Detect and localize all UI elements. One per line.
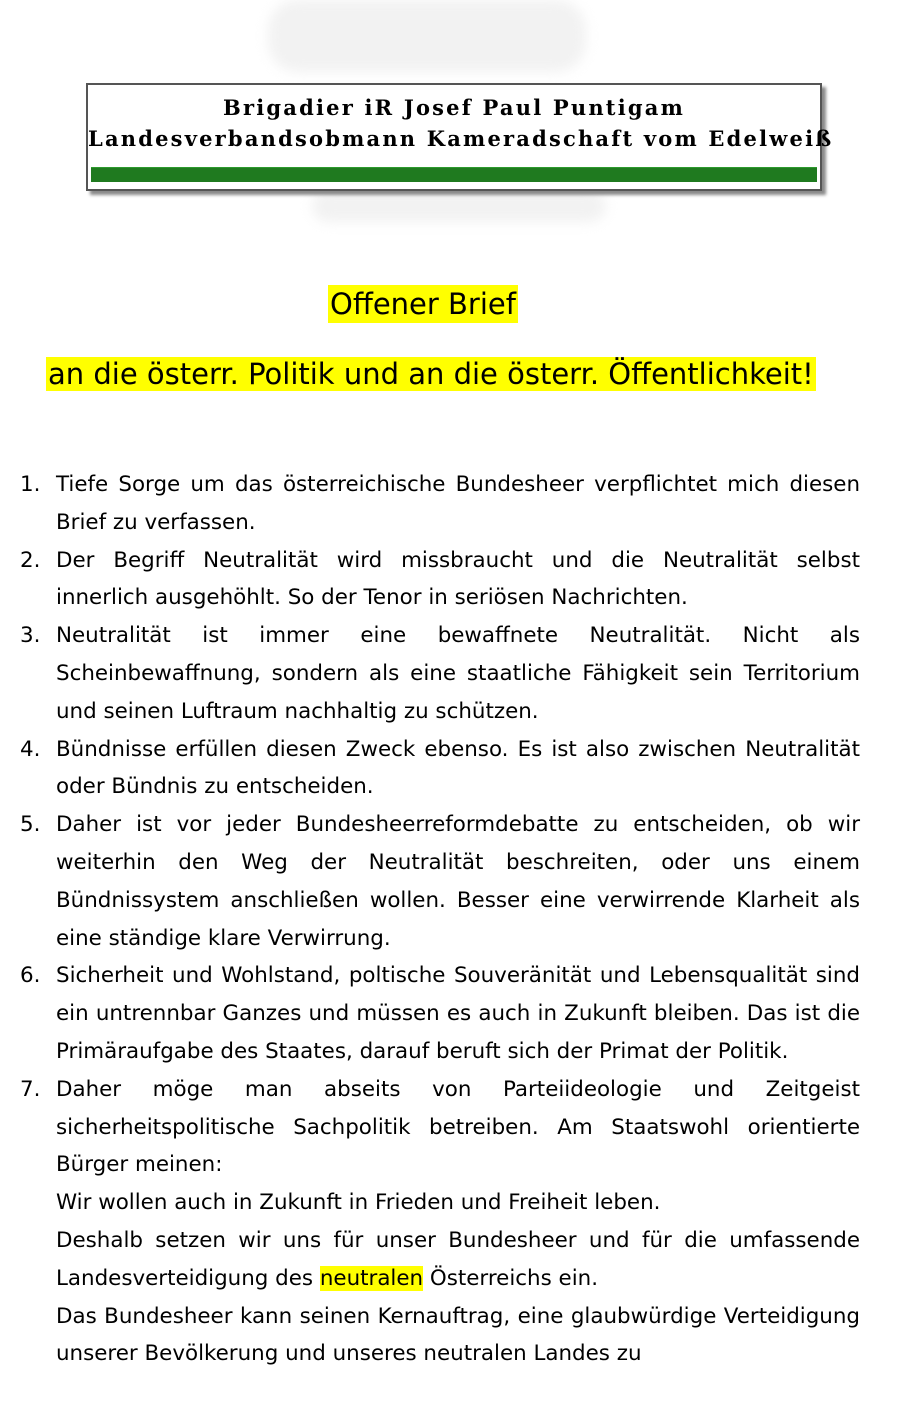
background-shade-bottom	[312, 190, 606, 222]
list-item-number: 2.	[20, 547, 41, 573]
point-7-support-after: Österreichs ein.	[429, 1265, 599, 1291]
list-item	[20, 806, 860, 957]
title-line-1	[0, 285, 900, 323]
list-item-number: 1.	[20, 472, 41, 497]
list-item	[20, 617, 860, 730]
list-item-text: Daher möge man abseits von Parteiideologie und Zeitgeist sicherheitspolitische Sachpolitik betreiben. Am Staatswohl orientierte Bürger meinen:	[56, 1076, 860, 1178]
list-item-number: 7.	[20, 1076, 41, 1102]
point-7-support-before: Deshalb setzen wir uns für unser Bundesheer und für die umfassende Landesverteidigung des	[56, 1227, 860, 1291]
point-7-peace-statement: Wir wollen auch in Zukunft in Frieden und Freiheit leben.	[56, 1190, 661, 1216]
title-line-2	[46, 355, 816, 393]
list-item-number: 6.	[20, 963, 41, 989]
list-item	[20, 1071, 860, 1373]
highlight-neutral: neutralen	[319, 1265, 424, 1291]
letterhead-box	[86, 83, 834, 191]
points-list	[20, 466, 860, 1373]
list-item-text: Daher ist vor jeder Bundesheerreformdebatte zu entscheiden, ob wir weiterhin den Weg der Neutralität beschreiten, oder uns einem Bündnissystem anschließen wollen. Besser eine verwirrende Klarheit als eine ständige klare Verwirrung.	[56, 812, 860, 951]
list-item	[20, 957, 860, 1070]
list-item-text: Sicherheit und Wohlstand, poltische Souveränität und Lebensqualität sind ein untrennbar Ganzes und müssen es auch in Zukunft bleiben. Das ist die Primäraufgabe des Staates, darauf beruft sich der Primat der Politik.	[56, 963, 860, 1064]
list-item	[20, 466, 860, 542]
letterhead-green-bar	[91, 167, 817, 182]
list-item	[20, 542, 860, 618]
point-7-mission-statement: Das Bundesheer kann seinen Kernauftrag, eine glaubwürdige Verteidigung unserer Bevölkerung und unseres neutralen Landes zu	[56, 1303, 860, 1367]
point-7-support-statement	[56, 1222, 860, 1298]
list-item	[20, 731, 860, 807]
list-item-number: 3.	[20, 623, 41, 649]
list-item-text: Tiefe Sorge um das österreichische Bundesheer verpflichtet mich diesen Brief zu verfassen.	[56, 472, 860, 535]
list-item-number: 4.	[20, 736, 41, 762]
title-open-letter: Offener Brief	[330, 287, 516, 321]
letterhead-role: Landesverbandsobmann Kameradschaft vom Edelweiß	[88, 126, 834, 151]
list-item-text: Neutralität ist immer eine bewaffnete Neutralität. Nicht als Scheinbewaffnung, sondern als eine staatliche Fähigkeit sein Territorium und seinen Luftraum nachhaltig zu schützen.	[56, 623, 860, 724]
title-addressees: an die österr. Politik und an die österr. Öffentlichkeit!	[48, 357, 814, 391]
list-item-text: Der Begriff Neutralität wird missbraucht und die Neutralität selbst innerlich ausgehöhlt. So der Tenor in seriösen Nachrichten.	[56, 547, 860, 611]
letterhead-name: Brigadier iR Josef Paul Puntigam	[223, 95, 685, 120]
list-item-text: Bündnisse erfüllen diesen Zweck ebenso. Es ist also zwischen Neutralität oder Bündnis zu entscheiden.	[56, 736, 860, 800]
background-shade-top	[268, 0, 586, 72]
list-item-number: 5.	[20, 812, 41, 838]
